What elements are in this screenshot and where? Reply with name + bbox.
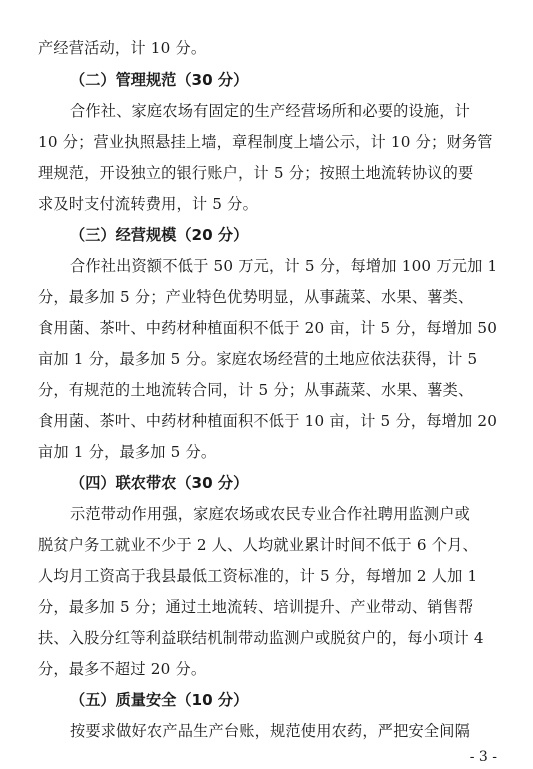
- paragraph-line: 脱贫户务工就业不少于 2 人、人均就业累计时间不低于 6 个月、: [38, 536, 478, 554]
- paragraph-line: 食用菌、茶叶、中药材种植面积不低于 10 亩，计 5 分，每增加 20: [38, 412, 498, 430]
- paragraph-line: 合作社出资额不低于 50 万元，计 5 分，每增加 100 万元加 1: [70, 257, 498, 275]
- section-heading-management: （二）管理规范（30 分）: [70, 71, 249, 89]
- paragraph-line: 扶、入股分红等利益联结机制带动监测户或脱贫户的，每小项计 4: [38, 629, 484, 647]
- paragraph-line: 分，有规范的土地流转合同，计 5 分；从事蔬菜、水果、薯类、: [38, 381, 474, 399]
- paragraph-line: 分，最多不超过 20 分。: [38, 660, 207, 678]
- paragraph-line: 示范带动作用强，家庭农场或农民专业合作社聘用监测户或: [70, 505, 471, 523]
- paragraph-line: 分，最多加 5 分；产业特色优势明显，从事蔬菜、水果、薯类、: [38, 288, 474, 306]
- paragraph-line: 分，最多加 5 分；通过土地流转、培训提升、产业带动、销售帮: [38, 598, 474, 616]
- section-heading-scale: （三）经营规模（20 分）: [70, 226, 249, 244]
- paragraph-line: 亩加 1 分，最多加 5 分。: [38, 443, 217, 461]
- paragraph-line: 理规范，开设独立的银行账户，计 5 分；按照土地流转协议的要: [38, 164, 474, 182]
- section-heading-quality: （五）质量安全（10 分）: [70, 691, 249, 709]
- section-heading-linkage: （四）联农带农（30 分）: [70, 474, 249, 492]
- paragraph-line: 亩加 1 分，最多加 5 分。家庭农场经营的土地应依法获得，计 5: [38, 350, 478, 368]
- paragraph-line: 按要求做好农产品生产台账，规范使用农药，严把安全间隔: [70, 722, 471, 740]
- page-number: - 3 -: [469, 749, 497, 765]
- paragraph-line: 食用菌、茶叶、中药材种植面积不低于 20 亩，计 5 分，每增加 50: [38, 319, 498, 337]
- paragraph-line: 10 分；营业执照悬挂上墙，章程制度上墙公示，计 10 分；财务管: [38, 133, 493, 151]
- paragraph-line: 求及时支付流转费用，计 5 分。: [38, 195, 258, 213]
- paragraph-line: 产经营活动，计 10 分。: [38, 39, 207, 57]
- paragraph-line: 合作社、家庭农场有固定的生产经营场所和必要的设施，计: [70, 102, 471, 120]
- paragraph-line: 人均月工资高于我县最低工资标准的，计 5 分，每增加 2 人加 1: [38, 567, 478, 585]
